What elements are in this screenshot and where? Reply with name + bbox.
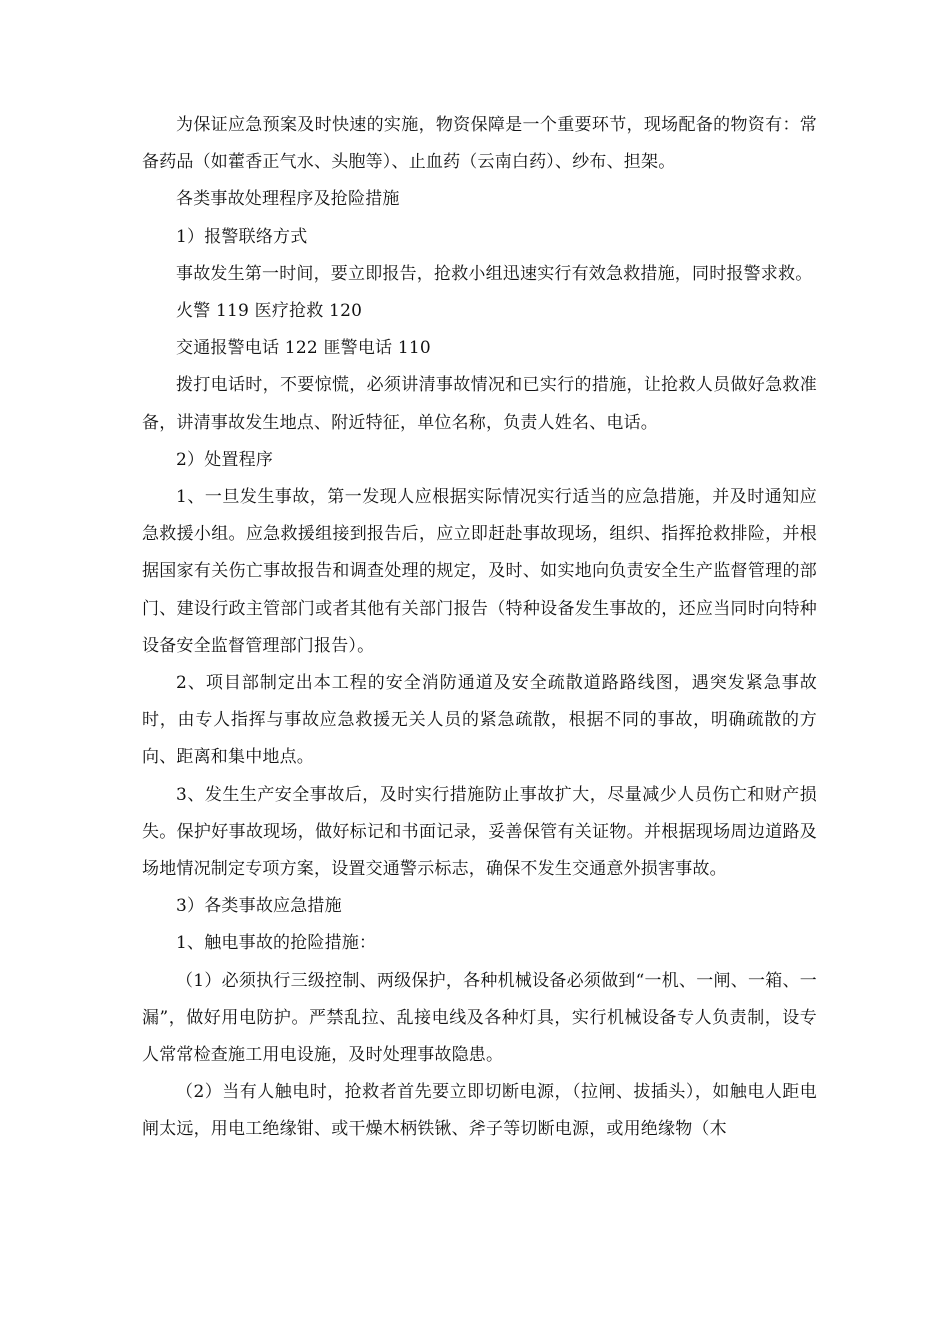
paragraph-electric-shock-2: （2）当有人触电时，抢救者首先要立即切断电源，（拉闸、拔插头），如触电人距电闸太远，用电工绝缘钳、或干燥木柄铁锹、斧子等切断电源，或用绝缘物（木 — [142, 1082, 817, 1140]
paragraph-immediate-report: 事故发生第一时间，要立即报告，抢救小组迅速实行有效急救措施，同时报警求救。 — [176, 263, 813, 284]
paragraph-material-supply: 为保证应急预案及时快速的实施，物资保障是一个重要环节，现场配备的物资有：常备药品（如藿香正气水、头胞等）、止血药（云南白药）、纱布、担架。 — [142, 115, 817, 173]
paragraph-procedure-2: 2、项目部制定出本工程的安全消防通道及安全疏散道路路线图，遇突发紧急事故时，由专人指挥与事故应急救援无关人员的紧急疏散，根据不同的事故，明确疏散的方向、距离和集中地点。 — [142, 673, 817, 768]
paragraph-fire-medical-numbers: 火警 119 医疗抢救 120 — [176, 301, 363, 322]
paragraph-traffic-police-numbers: 交通报警电话 122 匪警电话 110 — [176, 338, 431, 359]
paragraph-electric-shock-heading: 1、触电事故的抢险措施： — [176, 933, 377, 954]
paragraph-alarm-contact-heading: 1）报警联络方式 — [176, 226, 308, 247]
paragraph-calling-instructions: 拨打电话时，不要惊慌，必须讲清事故情况和已实行的措施，让抢救人员做好急救准备，讲清事故发生地点、附近特征，单位名称，负责人姓名、电话。 — [142, 375, 817, 433]
paragraph-emergency-measures-heading: 3）各类事故应急措施 — [176, 896, 342, 917]
paragraph-section-heading: 各类事故处理程序及抢险措施 — [176, 189, 400, 210]
paragraph-procedure-1: 1、一旦发生事故，第一发现人应根据实际情况实行适当的应急措施，并及时通知应急救援小组。应急救援组接到报告后，应立即赶赴事故现场，组织、指挥抢救排险，并根据国家有关伤亡事故报告和调查处理的规定，及时、如实地向负责安全生产监督管理的部门、建设行政主管部门或者其他有关部门报告（特种设备发生事故的，还应当同时向特种设备安全监督管理部门报告）。 — [142, 487, 817, 656]
paragraph-electric-shock-1: （1）必须执行三级控制、两级保护，各种机械设备必须做到“一机、一闸、一箱、一漏”，做好用电防护。严禁乱拉、乱接电线及各种灯具，实行机械设备专人负责制，设专人常常检查施工用电设施，及时处理事故隐患。 — [142, 970, 817, 1066]
paragraph-procedure-3: 3、发生生产安全事故后，及时实行措施防止事故扩大，尽量减少人员伤亡和财产损失。保护好事故现场，做好标记和书面记录，妥善保管有关证物。并根据现场周边道路及场地情况制定专项方案，设置交通警示标志，确保不发生交通意外损害事故。 — [142, 784, 817, 880]
paragraph-procedure-heading: 2）处置程序 — [176, 449, 274, 470]
document-body — [142, 107, 817, 1149]
